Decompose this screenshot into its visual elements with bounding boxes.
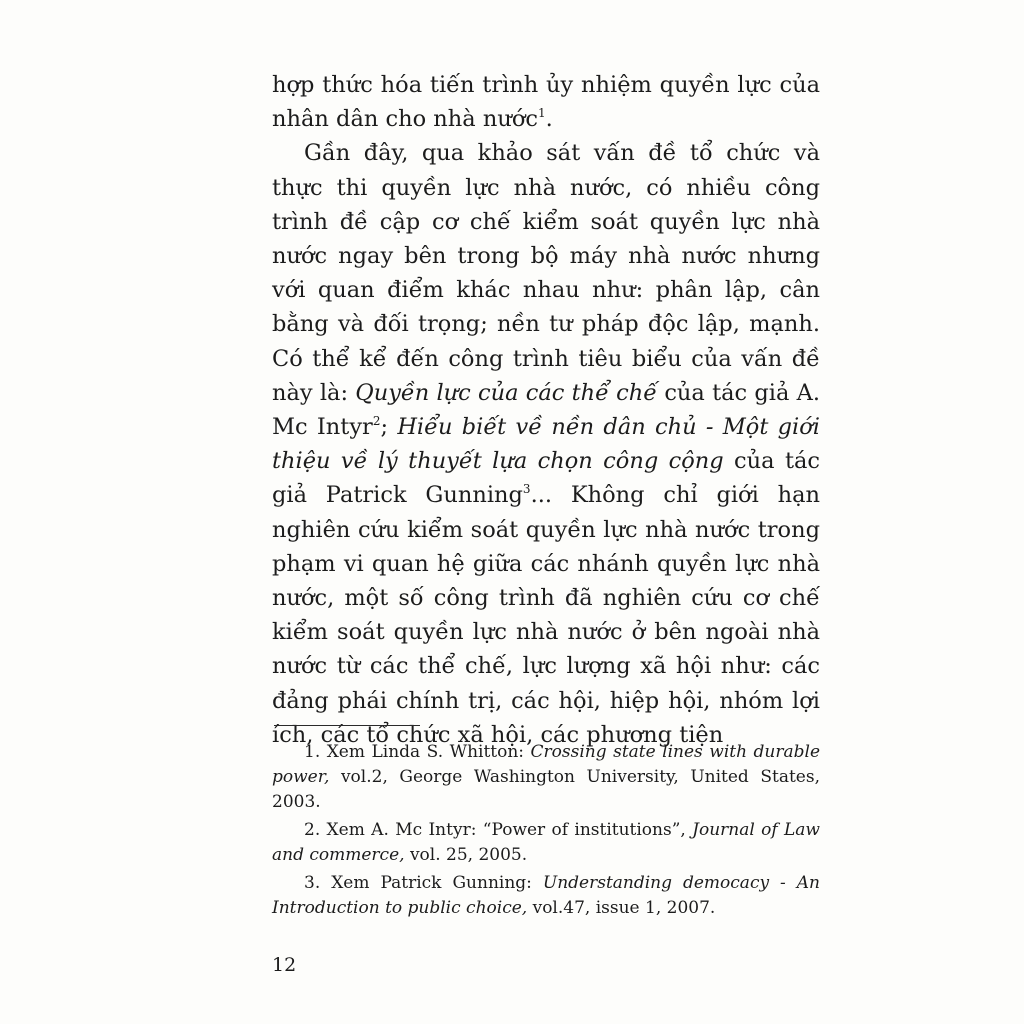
footnote-2-title: Journal of Law and commerce, [272, 820, 820, 865]
footnotes [272, 740, 820, 924]
footnote-1 [272, 740, 820, 815]
footnote-2 [272, 818, 820, 868]
footnote-ref-2: 2 [372, 414, 381, 429]
footnote-1-title: Crossing state lines with durable power, [272, 742, 821, 787]
footnote-2-rest: vol. 25, 2005. [404, 845, 528, 865]
paragraph-2 [272, 136, 820, 752]
footnote-ref-1: 1 [537, 106, 546, 121]
footnote-3-title: Understanding democacy - An Introduction to public choice, [272, 873, 820, 918]
footnote-ref-3: 3 [522, 482, 531, 497]
footnote-1-rest: vol.2, George Washington University, United States, 2003. [272, 767, 820, 812]
paragraph-2-part-5: ... Không chỉ giới hạn nghiên cứu kiểm soát quyền lực nhà nước trong phạm vi quan hệ giữa các nhánh quyền lực nhà nước, một số công trình đã nghiên cứu cơ chế kiểm soát quyền lực nhà nước ở bên ngoài nhà nước từ các thể chế, lực lượng xã hội như: các đảng phái chính trị, các hội, hiệp hội, nhóm lợi ích, các tổ chức xã hội, các phương tiện [272, 482, 820, 748]
paragraph-2-part-2: của tác giả A. Mc Intyr [272, 379, 820, 441]
paragraph-2-part-4: của tác giả Patrick Gunning [272, 448, 820, 509]
paragraph-1-text: hợp thức hóa tiến trình ủy nhiệm quyền lực của nhân dân cho nhà nước [272, 72, 820, 133]
footnote-2-lead: 2. Xem A. Mc Intyr: “Power of institutions”, [304, 820, 693, 840]
work-title-2: Hiểu biết về nền dân chủ - Một giới thiệu về lý thuyết lựa chọn công cộng [272, 414, 820, 475]
footnote-1-lead: 1. Xem Linda S. Whitton: [304, 742, 531, 762]
paragraph-1: hợp thức hóa tiến trình ủy nhiệm quyền lực của nhân dân cho nhà nước$^1$. [272, 72, 820, 133]
page-number: 12 [272, 954, 297, 976]
body-text [272, 68, 820, 752]
footnote-3 [272, 871, 820, 921]
footnote-3-lead: 3. Xem Patrick Gunning: [304, 873, 543, 893]
work-title-1: Quyền lực của các thể chế [355, 379, 658, 406]
footnote-divider [274, 725, 420, 726]
footnote-3-rest: vol.47, issue 1, 2007. [527, 898, 716, 918]
paragraph-2-part-3: ; [380, 414, 398, 441]
paragraph-2-part-1: Gần đây, qua khảo sát vấn đề tổ chức và thực thi quyền lực nhà nước, có nhiều công trình đề cập cơ chế kiểm soát quyền lực nhà nước ngay bên trong bộ máy nhà nước nhưng với quan điểm khác nhau như: phân lập, cân bằng và đối trọng; nền tư pháp độc lập, mạnh. Có thể kể đến công trình tiêu biểu của vấn đề này là: [272, 140, 820, 406]
